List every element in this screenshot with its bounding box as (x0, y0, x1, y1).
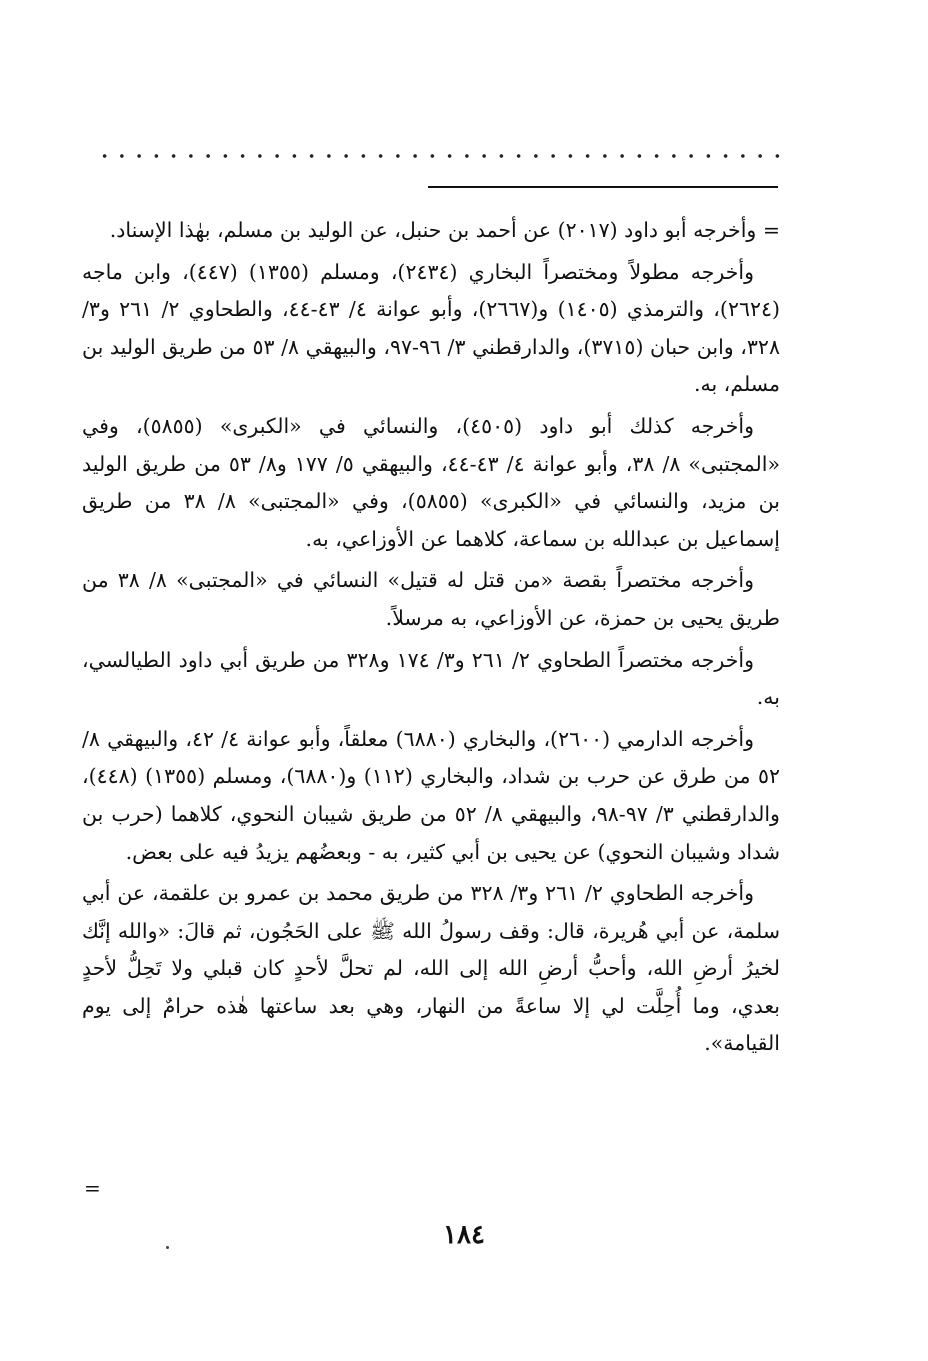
footnotes-block (82, 212, 780, 1067)
footnote-paragraph: وأخرجه كذلك أبو داود (٤٥٠٥)، والنسائي في «الكبرى» (٥٨٥٥)، وفي «المجتبى» ٨/ ٣٨، وأبو عوانة ٤/ ٤٣-٤٤، والبيهقي ٥/ ١٧٧ و٨/ ٥٣ من طريق الوليد بن مزيد، والنسائي في «الكبرى» (٥٨٥٥)، وفي «المجتبى» ٨/ ٣٨ من طريق إسماعيل بن عبدالله بن سماعة، كلاهما عن الأوزاعي، به. (82, 413, 781, 551)
continuation-mark: = (84, 1176, 101, 1200)
dotted-separator (96, 150, 786, 162)
footnote-rule (428, 186, 778, 188)
footnote-paragraph: وأخرجه مطولاً ومختصراً البخاري (٢٤٣٤)، ومسلم (١٣٥٥) (٤٤٧)، وابن ماجه (٢٦٢٤)، والترمذي (١٤٠٥) و(٢٦٦٧)، وأبو عوانة ٤/ ٤٣-٤٤، والطحاوي ٢/ ٢٦١ و٣/ ٣٢٨، وابن حبان (٣٧١٥)، والدارقطني ٣/ ٩٦-٩٧، والبيهقي ٨/ ٥٣ من طريق الوليد بن مسلم، به. (82, 259, 780, 397)
footnote-paragraph: = وأخرجه أبو داود (٢٠١٧) عن أحمد بن حنبل، عن الوليد بن مسلم، بهٰذا الإسناد. (109, 218, 780, 242)
print-speck (166, 1246, 169, 1249)
footnote-paragraph: وأخرجه مختصراً الطحاوي ٢/ ٢٦١ و٣/ ١٧٤ و٣٢٨ من طريق أبي داود الطيالسي، به. (82, 647, 780, 710)
footnote-paragraph: وأخرجه الطحاوي ٢/ ٢٦١ و٣/ ٣٢٨ من طريق محمد بن عمرو بن علقمة، عن أبي سلمة، عن أبي هُريرة، قال: وقف رسولُ الله ﷺ على الحَجُون، ثم قالَ: «والله إنَّك لخيرُ أرضِ الله، وأحبُّ أرضِ الله إلى الله، لم تحلَّ لأحدٍ كان قبلي ولا تَحِلُّ لأحدٍ بعدي، وما أُحِلَّت لي إلا ساعةً من النهار، وهي بعد ساعتها هٰذه حرامٌ إلى يوم القيامة». (82, 881, 780, 1056)
footnote-paragraph: وأخرجه الدارمي (٢٦٠٠)، والبخاري (٦٨٨٠) معلقاً، وأبو عوانة ٤/ ٤٢، والبيهقي ٨/ ٥٢ من طرق عن حرب بن شداد، والبخاري (١١٢) و(٦٨٨٠)، ومسلم (١٣٥٥) (٤٤٨)، والدارقطني ٣/ ٩٧-٩٨، والبيهقي ٨/ ٥٢ من طريق شيبان النحوي، كلاهما (حرب بن شداد وشيبان النحوي) عن يحيى بن أبي كثير، به - وبعضُهم يزيدُ فيه على بعض. (82, 726, 780, 864)
footnote-paragraph: وأخرجه مختصراً بقصة «من قتل له قتيل» النسائي في «المجتبى» ٨/ ٣٨ من طريق يحيى بن حمزة، عن الأوزاعي، به مرسلاً. (82, 568, 780, 630)
page-number: ١٨٤ (443, 1220, 485, 1250)
